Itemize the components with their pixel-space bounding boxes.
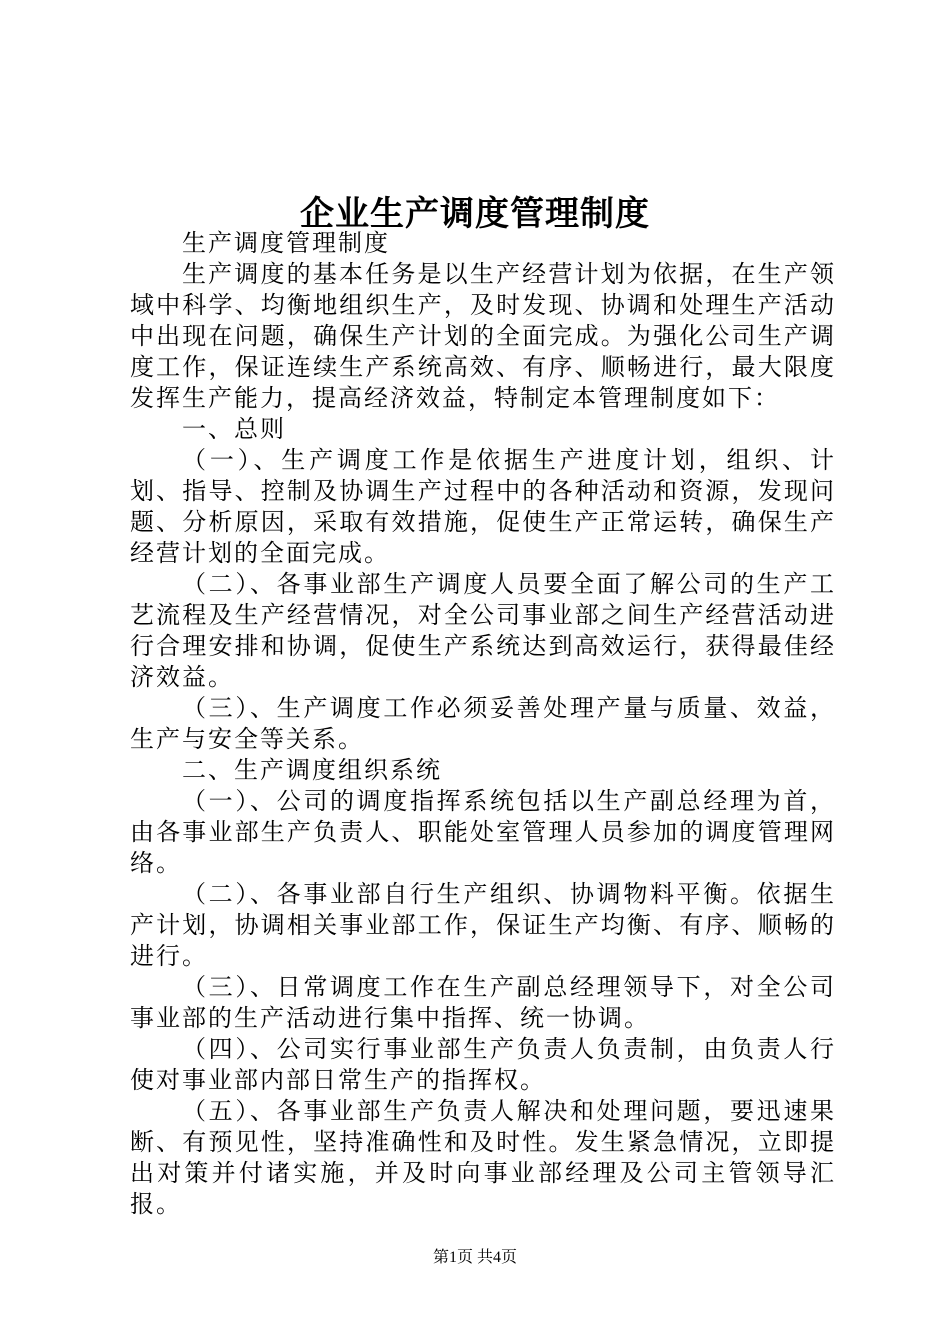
paragraph-organization-4: （四）、公司实行事业部生产负责人负责制，由负责人行使对事业部内部日常生产的指挥权。 [130,1035,836,1094]
paragraph-intro: 生产调度的基本任务是以生产经营计划为依据，在生产领域中科学、均衡地组织生产，及时发现、协调和处理生产活动中出现在问题，确保生产计划的全面完成。为强化公司生产调度工作，保证连续生产系统高效、有序、顺畅进行，最大限度发挥生产能力，提高经济效益，特制定本管理制度如下： [130,260,836,412]
paragraph-organization-1: （一）、公司的调度指挥系统包括以生产副总经理为首，由各事业部生产负责人、职能处室管理人员参加的调度管理网络。 [130,787,836,877]
paragraph-general-1: （一）、生产调度工作是依据生产进度计划，组织、计划、指导、控制及协调生产过程中的各种活动和资源，发现问题、分析原因，采取有效措施，促使生产正常运转，确保生产经营计划的全面完成。 [130,446,836,567]
page-number-footer: 第1页 共4页 [432,1249,517,1266]
paragraph-organization-2: （二）、各事业部自行生产组织、协调物料平衡。依据生产计划，协调相关事业部工作，保证生产均衡、有序、顺畅的进行。 [130,880,836,970]
section-heading-organization: 二、生产调度组织系统 [182,756,442,784]
paragraph-general-3: （三）、生产调度工作必须妥善处理产量与质量、效益，生产与安全等关系。 [130,694,836,753]
document-title: 企业生产调度管理制度 [300,194,650,234]
paragraph-organization-5: （五）、各事业部生产负责人解决和处理问题，要迅速果断、有预见性，坚持准确性和及时性。发生紧急情况，立即提出对策并付诸实施，并及时向事业部经理及公司主管领导汇报。 [130,1097,836,1218]
paragraph-subtitle: 生产调度管理制度 [182,229,390,257]
paragraph-general-2: （二）、各事业部生产调度人员要全面了解公司的生产工艺流程及生产经营情况，对全公司事业部之间生产经营活动进行合理安排和协调，促使生产系统达到高效运行，获得最佳经济效益。 [130,570,836,691]
document-body [130,228,836,1220]
section-heading-general: 一、总则 [182,415,286,443]
paragraph-organization-3: （三）、日常调度工作在生产副总经理领导下，对全公司事业部的生产活动进行集中指挥、统一协调。 [130,973,836,1032]
